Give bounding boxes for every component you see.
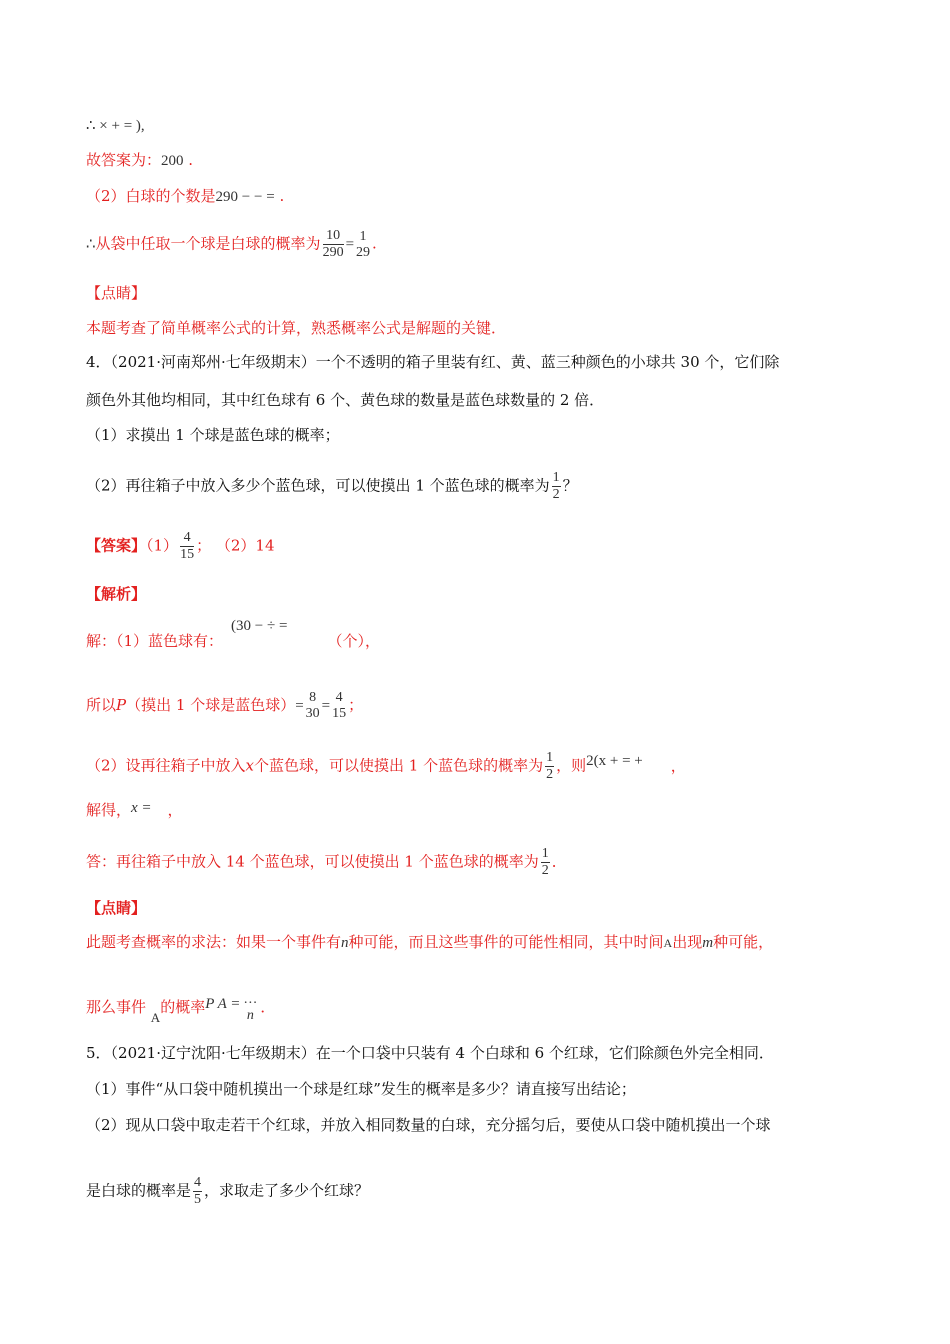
fraction bbox=[306, 690, 320, 722]
numerator: 1 bbox=[541, 846, 549, 861]
solution-line bbox=[86, 800, 183, 821]
solution-line bbox=[86, 750, 686, 783]
numerator: 4 bbox=[335, 690, 343, 705]
equals: = bbox=[295, 698, 304, 714]
question-5-sub3 bbox=[86, 1175, 369, 1208]
punct: . bbox=[188, 151, 194, 169]
text: 个蓝色球，可以使摸出 1 个蓝色球的概率为 bbox=[254, 756, 544, 775]
fraction bbox=[356, 229, 370, 261]
solution-line bbox=[86, 186, 284, 207]
solution-line bbox=[86, 690, 363, 722]
equals: = bbox=[321, 698, 331, 714]
question-4-sub2 bbox=[86, 470, 578, 503]
text: ，则 bbox=[556, 756, 587, 775]
question-5-sub2: （2）现从口袋中取走若干个红球，并放入相同数量的白球，充分摇匀后，要使从口袋中随机摸出一个球 bbox=[86, 1116, 771, 1134]
numerator: 4 bbox=[180, 530, 194, 547]
question-4-sub1: （1）求摸出 1 个球是蓝色球的概率； bbox=[86, 426, 340, 444]
therefore-symbol: ∴ bbox=[86, 236, 96, 253]
question-4-line1: 4．（2021·河南郑州·七年级期末）一个不透明的箱子里装有红、黄、蓝三种颜色的小球共 30 个，它们除 bbox=[86, 353, 780, 371]
math-text: 2(x + = + bbox=[586, 752, 643, 769]
punct: ， bbox=[167, 801, 183, 819]
answer-value: 200 bbox=[161, 153, 184, 169]
numerator: 1 bbox=[546, 750, 554, 765]
punct: ； bbox=[348, 696, 364, 714]
denominator: 29 bbox=[356, 244, 371, 260]
punct: . bbox=[279, 187, 285, 205]
fraction bbox=[193, 1175, 202, 1208]
comment-text bbox=[86, 992, 275, 1024]
math-text: x = bbox=[131, 800, 152, 816]
text: （个）， bbox=[327, 632, 380, 650]
math-text: P A = bbox=[205, 996, 241, 1012]
fraction bbox=[323, 228, 344, 261]
text: 解：（1）蓝色球有： bbox=[86, 632, 224, 650]
text: 此题考查概率的求法：如果一个事件有 bbox=[86, 933, 342, 951]
punct: ； bbox=[196, 536, 212, 555]
numerator: 1 bbox=[552, 470, 560, 485]
text: （2）设再往箱子中放入 bbox=[86, 756, 246, 775]
denominator: 5 bbox=[194, 1192, 202, 1207]
section-heading: 【解析】 bbox=[86, 585, 147, 603]
numerator: … bbox=[243, 992, 258, 1007]
punct: ． bbox=[551, 852, 567, 871]
denominator: 15 bbox=[332, 706, 347, 721]
text: 是白球的概率是 bbox=[86, 1181, 192, 1200]
fraction bbox=[552, 470, 561, 503]
answer-line bbox=[86, 150, 193, 171]
text: 从袋中任取一个球是白球的概率为 bbox=[95, 234, 321, 253]
text: （2）白球的个数是 bbox=[86, 187, 216, 205]
solution-line bbox=[86, 618, 380, 652]
math-var: P bbox=[116, 696, 127, 714]
comment-text bbox=[86, 932, 773, 953]
fraction bbox=[541, 846, 550, 879]
denominator: 290 bbox=[322, 245, 344, 260]
math-var: A bbox=[663, 936, 673, 950]
numerator: 10 bbox=[323, 228, 344, 245]
fraction bbox=[332, 690, 346, 722]
math-var: m bbox=[702, 935, 714, 951]
question-5-line1: 5．（2021·辽宁沈阳·七年级期末）在一个口袋中只装有 4 个白球和 6 个红球，它们除颜色外完全相同． bbox=[86, 1044, 774, 1062]
question-5-sub1: （1）事件“从口袋中随机摸出一个球是红球”发生的概率是多少？请直接写出结论； bbox=[86, 1080, 636, 1098]
denominator: 30 bbox=[305, 706, 320, 721]
denominator: 2 bbox=[546, 767, 554, 782]
text: 出现 bbox=[672, 933, 703, 951]
section-heading: 【点睛】 bbox=[86, 899, 147, 917]
answer-label: 【答案】 bbox=[86, 536, 147, 555]
text: 种可能， bbox=[713, 933, 774, 951]
math-var: n bbox=[341, 935, 349, 951]
numerator: 4 bbox=[194, 1175, 202, 1190]
text: （2）再往箱子中放入多少个蓝色球，可以使摸出 1 个蓝色球的概率为 bbox=[86, 476, 550, 495]
text: （1） bbox=[146, 536, 179, 555]
punct: ． bbox=[260, 998, 276, 1016]
solution-line bbox=[86, 228, 377, 261]
math-var: A bbox=[150, 1010, 161, 1025]
text: （2）14 bbox=[215, 536, 275, 555]
text: 种可能，而且这些事件的可能性相同，其中时间 bbox=[348, 933, 664, 951]
text: 所以 bbox=[86, 696, 117, 714]
text: （摸出 1 个球是蓝色球） bbox=[126, 696, 296, 714]
answer-label: 故答案为： bbox=[86, 151, 162, 169]
punct: ？ bbox=[562, 476, 578, 495]
text: ，求取走了多少个红球？ bbox=[204, 1181, 370, 1200]
punct: ， bbox=[670, 756, 686, 775]
fraction bbox=[242, 992, 258, 1024]
denominator: 15 bbox=[180, 547, 195, 562]
numerator: 8 bbox=[309, 690, 317, 705]
math-text: 290 − − = bbox=[215, 189, 275, 205]
math-line bbox=[86, 115, 145, 136]
section-heading: 【点睛】 bbox=[86, 284, 147, 302]
text: 答：再往箱子中放入 14 个蓝色球，可以使摸出 1 个蓝色球的概率为 bbox=[86, 852, 539, 871]
fraction bbox=[180, 530, 194, 563]
question-4-line2: 颜色外其他均相同，其中红色球有 6 个、黄色球的数量是蓝色球数量的 2 倍． bbox=[86, 391, 605, 409]
denominator: 2 bbox=[552, 487, 560, 502]
math-text: ∴ × + = ), bbox=[86, 118, 145, 134]
solution-line bbox=[86, 846, 567, 879]
comment-text: 本题考查了简单概率公式的计算，熟悉概率公式是解题的关键． bbox=[86, 319, 507, 337]
numerator: 1 bbox=[359, 228, 367, 244]
equals: = bbox=[345, 236, 355, 253]
fraction bbox=[545, 750, 554, 783]
denominator: n bbox=[246, 1008, 254, 1023]
text: 那么事件 bbox=[86, 998, 147, 1016]
math-var: x bbox=[245, 756, 255, 775]
text: 解得， bbox=[86, 801, 132, 819]
math-text: (30 − ÷ = bbox=[231, 618, 288, 634]
answer-line bbox=[86, 530, 275, 563]
punct: . bbox=[372, 234, 377, 253]
text: 的概率 bbox=[160, 998, 206, 1016]
denominator: 2 bbox=[541, 863, 549, 878]
